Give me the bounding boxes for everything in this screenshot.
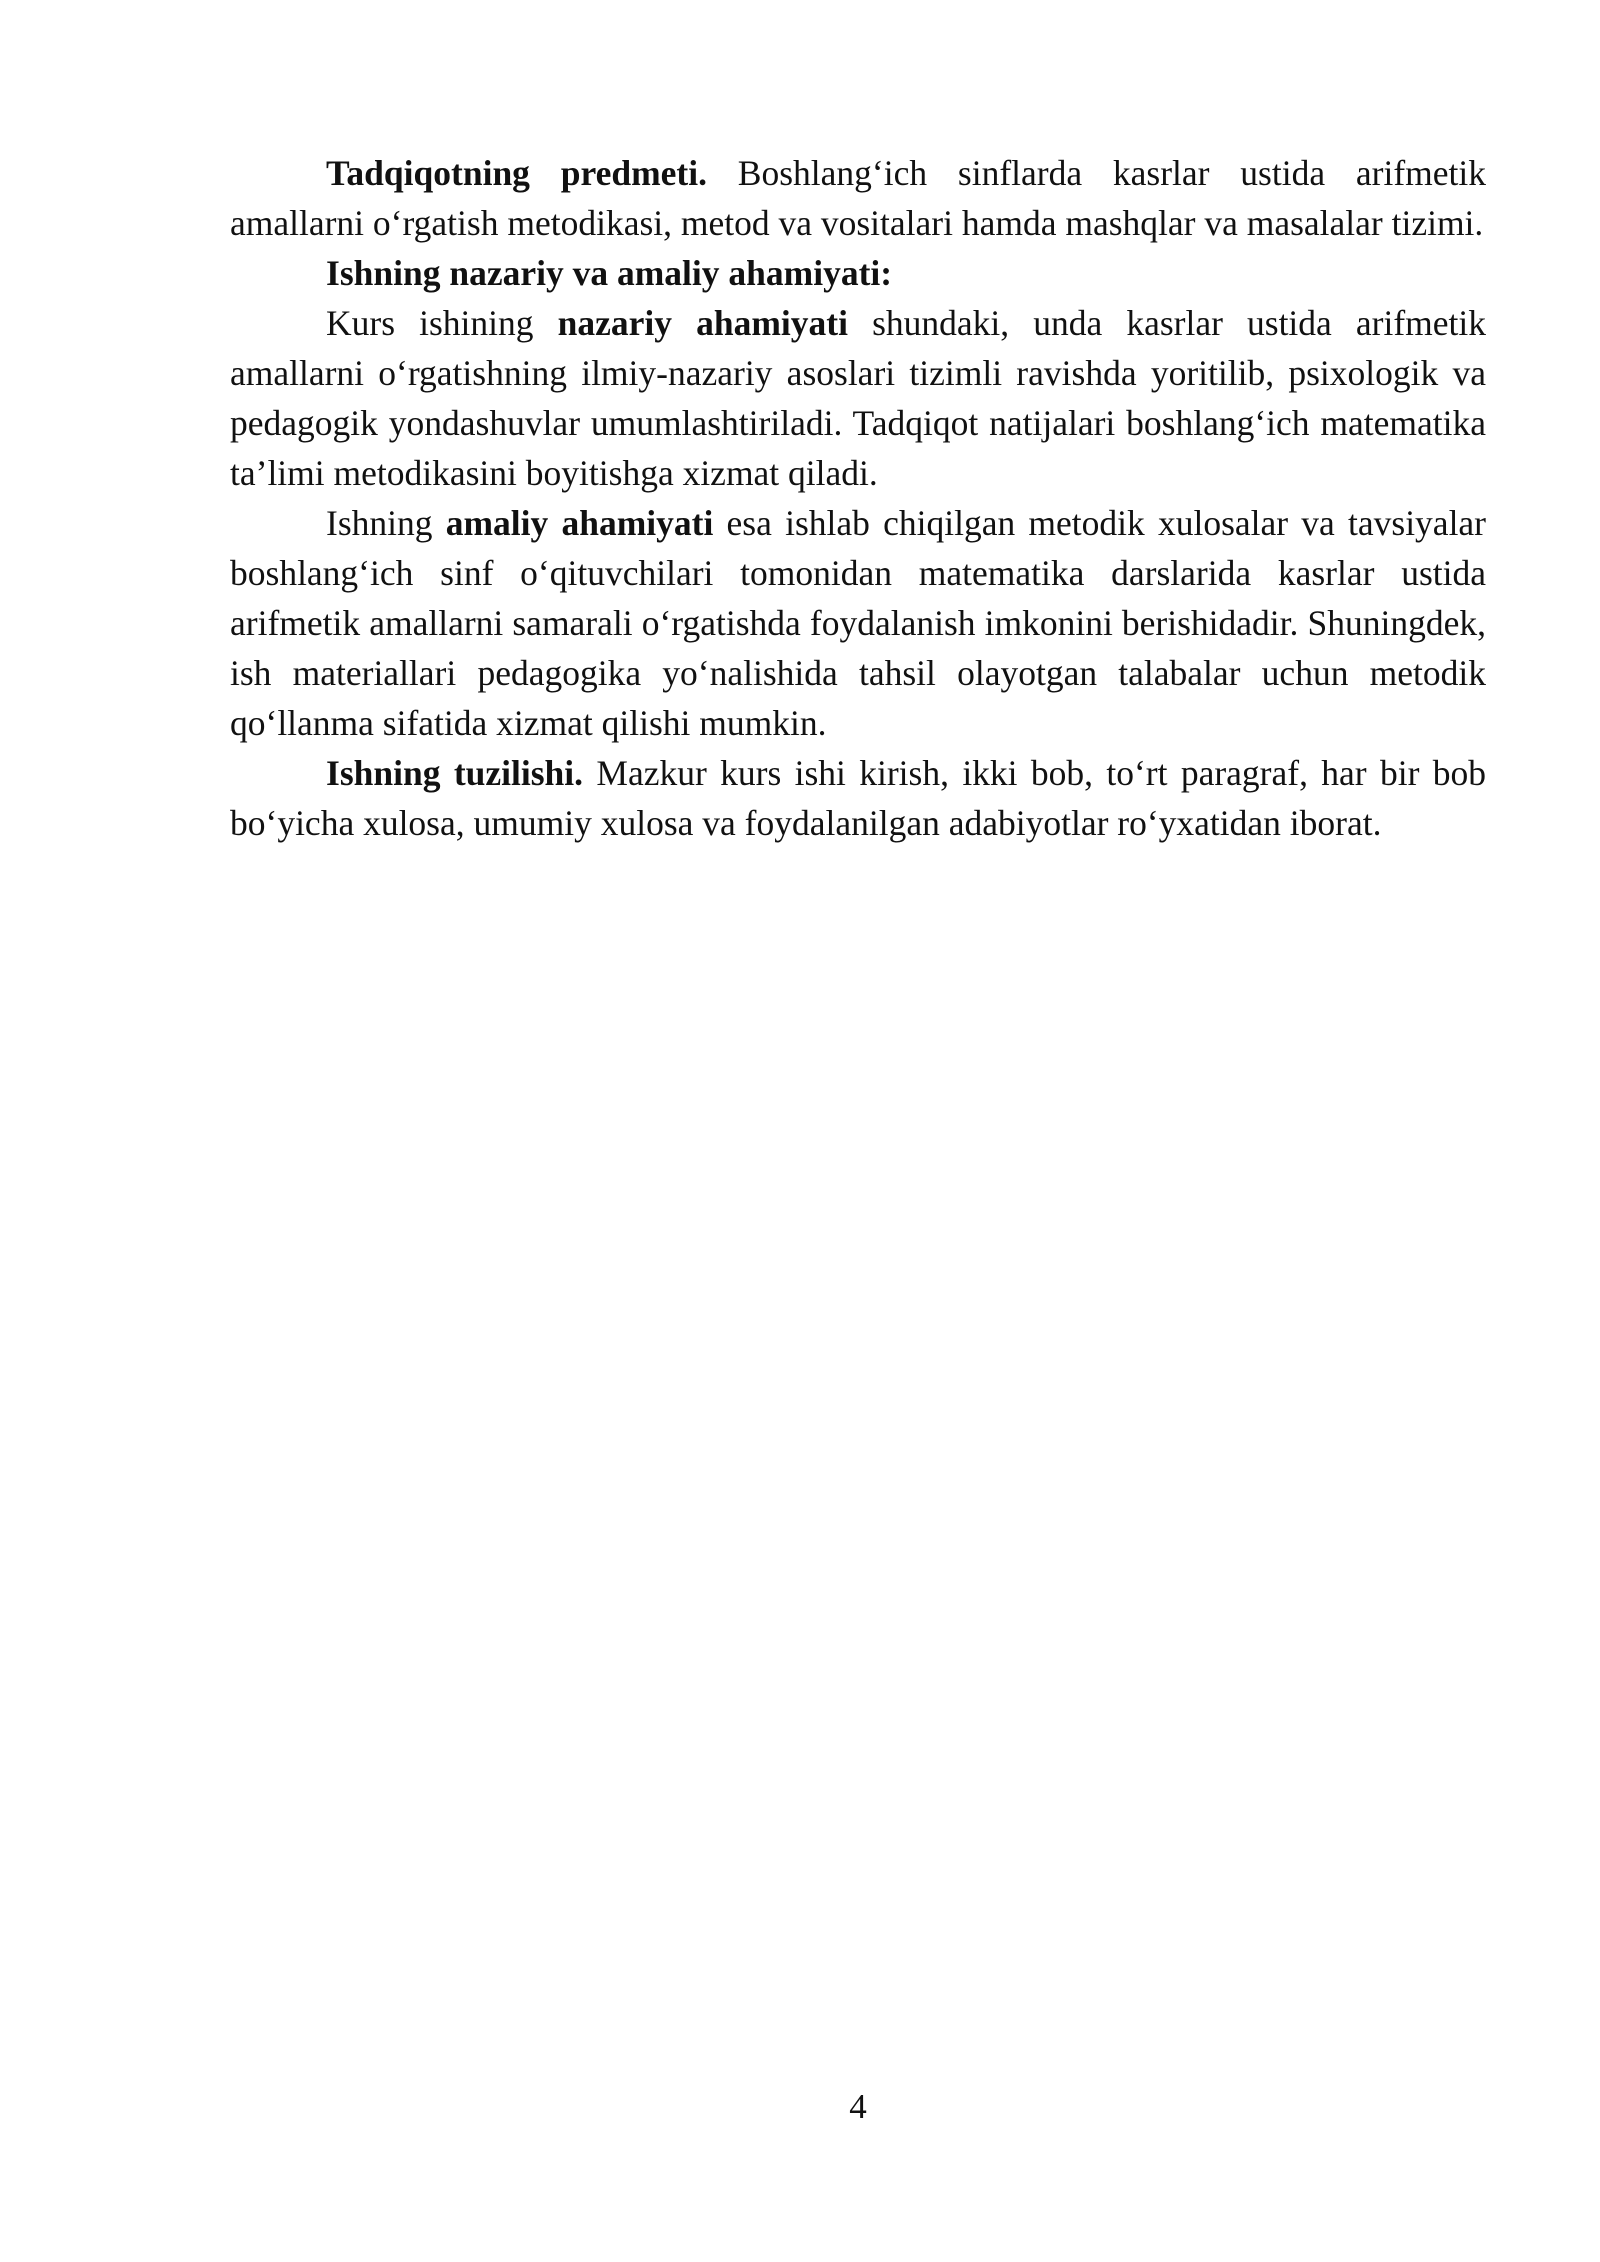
page-body xyxy=(230,148,1486,848)
heading-work-structure: Ishning tuzilishi. xyxy=(326,753,584,793)
text-practical-before: Ishning xyxy=(326,503,446,543)
paragraph-practical-significance xyxy=(230,498,1486,748)
text-practical-after: esa ishlab chiqilgan metodik xulosalar va tavsiyalar boshlang‘ich sinf o‘qituvchilari tomonidan matematika darslarida kasrlar ustida arifmetik amallarni samarali o‘rgatishda foydalanish imkonini berishidadir. Shuningdek, ish materiallari pedagogika yo‘nalishida tahsil olayotgan talabalar uchun metodik qo‘llanma sifatida xizmat qilishi mumkin. xyxy=(230,503,1487,743)
paragraph-work-structure xyxy=(230,748,1486,848)
paragraph-theoretical-significance xyxy=(230,298,1486,498)
text-theoretical-before: Kurs ishining xyxy=(326,303,558,343)
text-theoretical-after: shundaki, unda kasrlar ustida arifmetik amallarni o‘rgatishning ilmiy-nazariy asoslari tizimli ravishda yoritilib, psixologik va pedagogik yondashuvlar umumlashtiriladi. Tadqiqot natijalari boshlang‘ich matematika ta’limi metodikasini boyitishga xizmat qiladi. xyxy=(230,303,1487,493)
heading-significance: Ishning nazariy va amaliy ahamiyati: xyxy=(326,253,893,293)
term-theoretical-significance: nazariy ahamiyati xyxy=(557,303,848,343)
paragraph-research-subject xyxy=(230,148,1486,248)
page-number: 4 xyxy=(849,2087,867,2126)
text-work-structure: Mazkur kurs ishi kirish, ikki bob, to‘rt paragraf, har bir bob bo‘yicha xulosa, umumiy xulosa va foydalanilgan adabiyotlar ro‘yxatidan iborat. xyxy=(230,753,1486,843)
paragraph-significance-heading xyxy=(230,248,1486,298)
text-research-subject: Boshlang‘ich sinflarda kasrlar ustida arifmetik amallarni o‘rgatish metodikasi, metod va vositalari hamda mashqlar va masalalar tizimi. xyxy=(230,153,1486,243)
term-practical-significance: amaliy ahamiyati xyxy=(445,503,714,543)
heading-research-subject: Tadqiqotning predmeti. xyxy=(326,153,707,193)
